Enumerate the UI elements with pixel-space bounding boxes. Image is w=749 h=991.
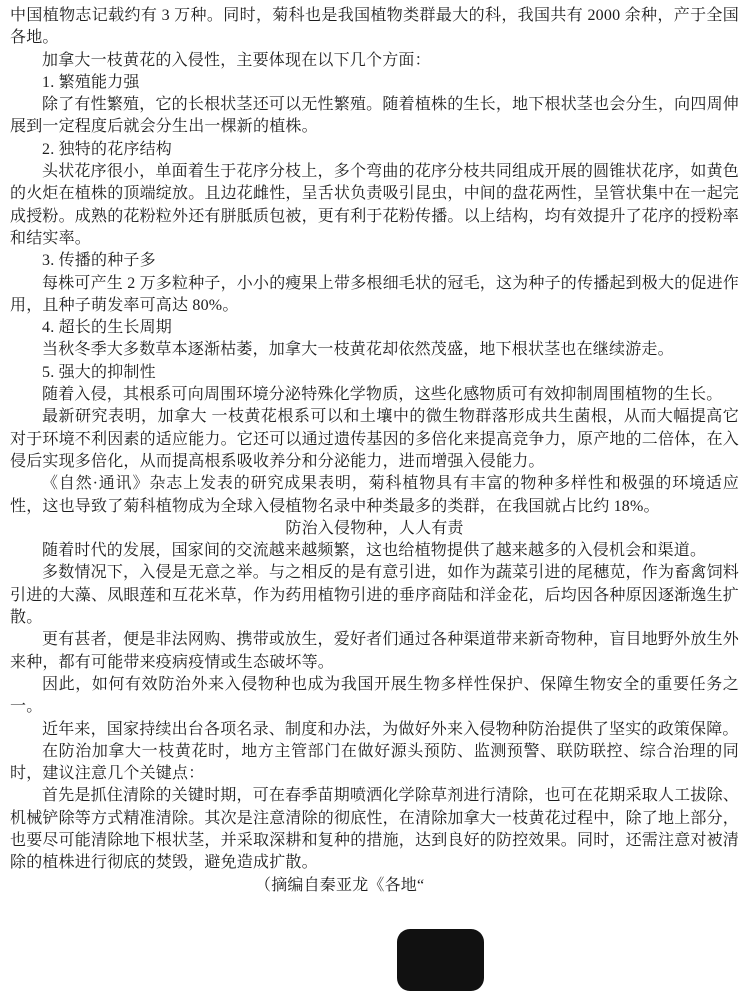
paragraph: 首先是抓住清除的关键时期，可在春季苗期喷洒化学除草剂进行清除，也可在花期采取人工拔除、机械铲除等方式精准清除。其次是注意清除的彻底性，在清除加拿大一枝黄花过程中，除了地上部分，也要尽可能清除地下根状茎，并采取深耕和复种的措施，达到良好的防控效果。同时，还需注意对被清除的植株进行彻底的焚毁，避免造成扩散。 — [10, 787, 740, 872]
paragraph: 中国植物志记载约有 3 万种。同时，菊科也是我国植物类群最大的科，我国共有 2000 余种，产于全国各地。 — [10, 7, 739, 47]
paragraph: 当秋冬季大多数草本逐渐枯萎，加拿大一枝黄花却依然茂盛，地下根状茎也在继续游走。 — [42, 341, 674, 359]
paragraph: 因此，如何有效防治外来入侵物种也成为我国开展生物多样性保护、保障生物安全的重要任务之一。 — [10, 675, 739, 716]
paragraph: 每株可产生 2 万多粒种子，小小的瘦果上带多根细毛状的冠毛，这为种子的传播起到极大的促进作用，且种子萌发率可高达 80%。 — [10, 274, 740, 314]
paragraph: 加拿大一枝黄花的入侵性，主要体现在以下几个方面： — [42, 51, 431, 69]
paragraph: 4. 超长的生长周期 — [42, 319, 173, 337]
paragraph: 3. 传播的种子多 — [42, 252, 156, 270]
paragraph: 头状花序很小，单面着生于花序分枝上，多个弯曲的花序分枝共同组成开展的圆锥状花序，如黄色的火炬在植株的顶端绽放。且边花雌性，呈舌状负责吸引昆虫，中间的盘花两性，呈管状集中在一起完成授粉。成熟的花粉粒外还有胼胝质包被，更有利于花粉传播。以上结构，均有效提升了花序的授粉率和结实率。 — [10, 163, 740, 247]
paragraph: 近年来，国家持续出台各项名录、制度和办法，为做好外来入侵物种防治提供了坚实的政策保障。 — [42, 720, 739, 738]
section-heading: 防治入侵物种，人人有责 — [285, 519, 464, 537]
paragraph: 最新研究表明，加拿大 一枝黄花根系可以和土壤中的微生物群落形成共生菌根，从而大幅提高它对于环境不利因素的适应能力。它还可以通过遗传基因的多倍化来提高竞争力，原产地的二倍体，在入侵后实现多倍化，从而提高根系吸收养分和分泌能力，进而增强入侵能力。 — [10, 408, 740, 470]
paragraph: 除了有性繁殖，它的长根状茎还可以无性繁殖。随着植株的生长，地下根状茎也会分生，向四周伸展到一定程度后就会分生出一棵新的植株。 — [10, 96, 739, 136]
paragraph: 随着入侵，其根系可向周围环境分泌特殊化学物质，这些化感物质可有效抑制周围植物的生长。 — [42, 386, 723, 404]
black-overlay-box — [397, 929, 484, 991]
paragraph: 随着时代的发展，国家间的交流越来越频繁，这也给植物提供了越来越多的入侵机会和渠道。 — [42, 542, 707, 560]
paragraph: 5. 强大的抑制性 — [42, 363, 156, 381]
paragraph: 1. 繁殖能力强 — [42, 73, 140, 91]
paragraph: 在防治加拿大一枝黄花时，地方主管部门在做好源头预防、监测预警、联防联控、综合治理的同时，建议注意几个关键点： — [10, 742, 739, 783]
paragraph: 更有甚者，便是非法网购、携带或放生，爱好者们通过各种渠道带来新奇物种，盲目地野外放生外来种，都有可能带来疫病疫情或生态破坏等。 — [10, 631, 739, 671]
document-body — [10, 5, 739, 897]
paragraph: 《自然·通讯》杂志上发表的研究成果表明，菊科植物具有丰富的物种多样性和极强的环境适应性，这也导致了菊科植物成为全球入侵植物名录中种类最多的类群，在我国就占比约 18%。 — [10, 475, 739, 515]
source-attribution: （摘编自秦亚龙《各地“ — [255, 876, 425, 894]
paragraph: 多数情况下，入侵是无意之举。与之相反的是有意引进，如作为蔬菜引进的尾穗苋，作为畜禽饲料引进的大藻、凤眼莲和互花米草，作为药用植物引进的垂序商陆和洋金花，后均因各种原因逐渐逸生扩散。 — [10, 564, 740, 627]
paragraph: 2. 独特的花序结构 — [42, 140, 173, 158]
